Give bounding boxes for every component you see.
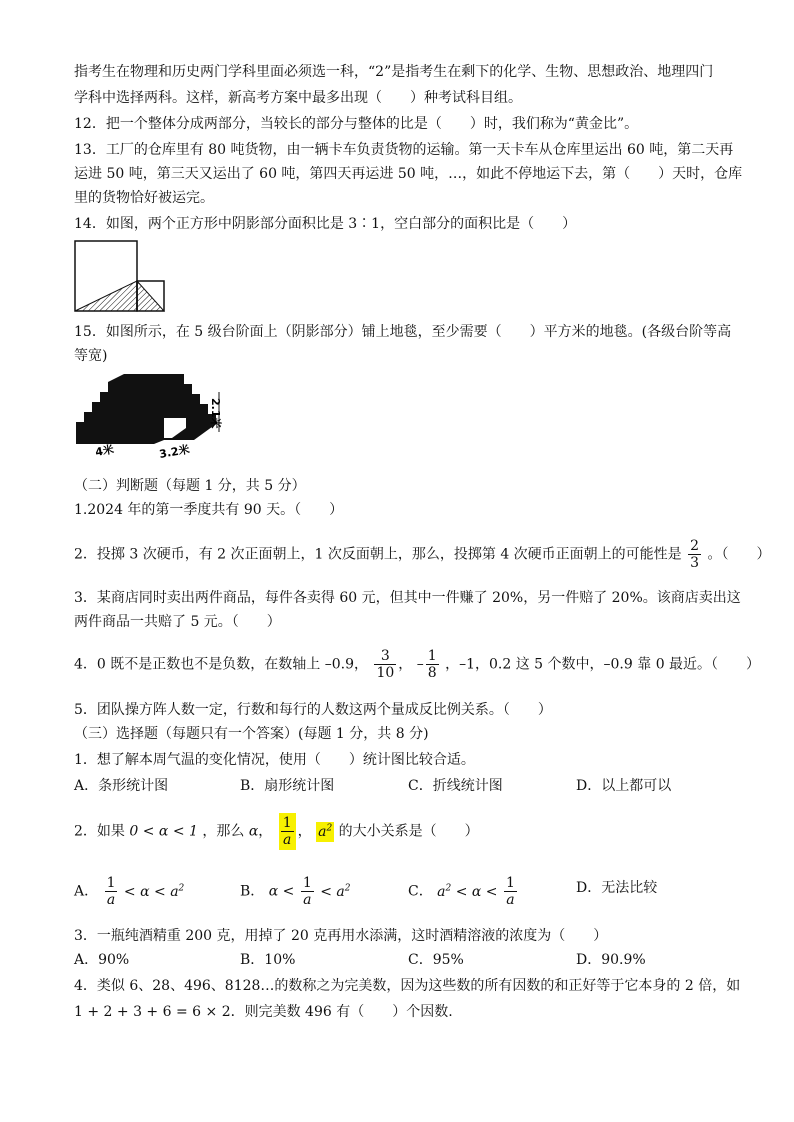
fraction-three-tenths bbox=[374, 648, 396, 681]
fraction-one-over-a bbox=[504, 875, 517, 908]
frac-den: a bbox=[506, 892, 515, 909]
question-15-line2: 等宽) bbox=[74, 348, 108, 364]
highlighted-a-squared: $a^2$ bbox=[318, 823, 333, 840]
choice-3: 3．一瓶纯酒精重 200 克，用掉了 20 克再用水添满，这时酒精溶液的浓度为（ ） bbox=[74, 928, 608, 944]
judge-2-tail: 。（ ） bbox=[707, 546, 771, 563]
question-15-line1: 15．如图所示，在 5 级台阶面上（阴影部分）铺上地毯，至少需要（ ）平方米的地毯。(各级台阶等高 bbox=[74, 324, 732, 340]
question-14: 14．如图，两个正方形中阴影部分面积比是 3∶1，空白部分的面积比是（ ） bbox=[74, 216, 577, 232]
frac-den: 10 bbox=[376, 665, 395, 681]
choice-3-option-a: A．90% bbox=[74, 952, 130, 968]
frac-num: 2 bbox=[690, 538, 700, 554]
frac-num: 3 bbox=[374, 648, 396, 665]
judge-1: 1.2024 年的第一季度共有 90 天。（ ） bbox=[74, 502, 344, 518]
alpha-symbol: α bbox=[248, 823, 259, 840]
frac-num: 1 bbox=[106, 875, 116, 892]
fraction-one-over-a bbox=[301, 875, 314, 908]
section-3-heading: （三）选择题（每题只有一个答案）(每题 1 分，共 8 分) bbox=[74, 726, 429, 742]
option-expression: $a^2 < \alpha$ < bbox=[437, 883, 502, 900]
choice-3-option-c: C．95% bbox=[408, 952, 464, 968]
choice-4-line1: 4．类似 6、28、496、8128…的数称之为完美数，因为这些数的所有因数的和正好等于它本身的 2 倍，如 bbox=[74, 978, 741, 994]
frac-den: a bbox=[303, 892, 312, 909]
choice-1-option-a: A．条形统计图 bbox=[74, 778, 169, 794]
frac-den: a bbox=[283, 832, 292, 849]
choice-2-text: 2．如果 bbox=[74, 823, 125, 840]
question-12: 12．把一个整体分成两部分，当较长的部分与整体的比是（ ）时，我们称为“黄金比”。 bbox=[74, 116, 639, 132]
figure-15-staircase bbox=[74, 372, 224, 464]
choice-1-option-c: C．折线统计图 bbox=[408, 778, 503, 794]
choice-2-option-c: C． $a^2 < \alpha$ < $\frac{1}{a}$ bbox=[408, 875, 515, 909]
choice-3-option-b: B．10% bbox=[240, 952, 296, 968]
question-13-line3: 里的货物恰好被运完。 bbox=[74, 190, 214, 206]
option-expression-tail: < $a^2$ bbox=[315, 883, 351, 900]
judge-5: 5．团队操方阵人数一定，行数和每行的人数这两个量成反比例关系。（ ） bbox=[74, 702, 552, 718]
choice-2-option-b: B． α < $\frac{1}{a}$ < $a^2$ bbox=[240, 875, 351, 909]
fraction-one-eighth bbox=[426, 648, 439, 681]
section-2-heading: （二）判断题（每题 1 分，共 5 分） bbox=[74, 478, 306, 494]
judge-4-text: 4．0 既不是正数也不是负数，在数轴上 –0.9， bbox=[74, 656, 368, 673]
frac-den: 3 bbox=[690, 555, 700, 571]
judge-3-line2: 两件商品一共赔了 5 元。（ ） bbox=[74, 614, 281, 630]
choice-2-text-tail: 的大小关系是（ ） bbox=[338, 823, 479, 840]
frac-num: 1 bbox=[302, 875, 312, 892]
choice-2-text-mid: ，那么 bbox=[202, 823, 245, 840]
choice-4-equation: 1 + 2 + 3 + 6 = 6 × 2 bbox=[74, 1004, 231, 1020]
choice-1-option-b: B．扇形统计图 bbox=[240, 778, 335, 794]
highlighted-fraction-one-over-a bbox=[279, 813, 296, 850]
question-13-line1: 13．工厂的仓库里有 80 吨货物，由一辆卡车负责货物的运输。第一天卡车从仓库里运出 60 吨，第二天再 bbox=[74, 142, 734, 158]
choice-3-option-d: D．90.9% bbox=[576, 952, 646, 968]
depth-label: 3.2米 bbox=[158, 442, 191, 461]
frac-num: 1 bbox=[427, 648, 437, 664]
judge-2-text: 2．投掷 3 次硬币，有 2 次正面朝上，1 次反面朝上，那么，投掷第 4 次硬币正面朝上的可能性是 bbox=[74, 546, 682, 563]
choice-1: 1．想了解本周气温的变化情况，使用（ ）统计图比较合适。 bbox=[74, 752, 475, 768]
frac-num: 1 bbox=[282, 815, 292, 832]
text-line: 指考生在物理和历史两门学科里面必须选一科，“2”是指考生在剩下的化学、生物、思想政治、地理四门 bbox=[74, 64, 714, 80]
text-line: 学科中选择两科。这样，新高考方案中最多出现（ ）种考试科目组。 bbox=[74, 90, 522, 106]
judge-3-line1: 3．某商店同时卖出两件商品，每件各卖得 60 元，但其中一件赚了 20%，另一件赔了 20%。该商店卖出这 bbox=[74, 590, 741, 606]
judge-4: 4．0 既不是正数也不是负数，在数轴上 –0.9， $\frac{3}{10}$ ， – $\frac{1}{8}$ ，–1，0.2 这 5 个数中，–0.9 靠 0 最近。（ ） bbox=[74, 648, 761, 681]
choice-2: 2．如果 0 < α < 1 ，那么 α， $\frac{1}{a}$ ， $a^2$ 的大小关系是（ ） bbox=[74, 815, 479, 849]
minus-sign: – bbox=[416, 656, 424, 673]
frac-den: a bbox=[106, 892, 116, 909]
fraction-one-over-a bbox=[105, 875, 118, 908]
option-expression: < $\alpha < a^2$ bbox=[119, 883, 185, 900]
width-label: 4米 bbox=[94, 442, 115, 459]
judge-4-tail: ，–1，0.2 这 5 个数中，–0.9 靠 0 最近。（ ） bbox=[445, 656, 761, 673]
choice-4-text: ．则完美数 496 有（ ）个因数. bbox=[230, 1004, 453, 1020]
fraction-two-thirds bbox=[688, 538, 701, 571]
choice-4-line2 bbox=[74, 1002, 453, 1022]
judge-2 bbox=[74, 538, 771, 571]
figure-14-squares bbox=[74, 240, 166, 314]
choice-2-option-d: D．无法比较 bbox=[576, 880, 658, 896]
frac-den: 8 bbox=[427, 665, 437, 681]
question-13-line2: 运进 50 吨，第三天又运出了 60 吨，第四天再运进 50 吨，…，如此不停地运下去，第（ ）天时，仓库 bbox=[74, 166, 743, 182]
choice-2-condition: 0 < α < 1 bbox=[129, 823, 198, 840]
height-label: 2.1米 bbox=[209, 398, 222, 429]
frac-num: 1 bbox=[505, 875, 515, 892]
choice-1-option-d: D．以上都可以 bbox=[576, 778, 672, 794]
option-expression: α < bbox=[268, 883, 299, 900]
choice-2-option-a: A． $\frac{1}{a}$ < $\alpha < a^2$ bbox=[74, 875, 185, 909]
